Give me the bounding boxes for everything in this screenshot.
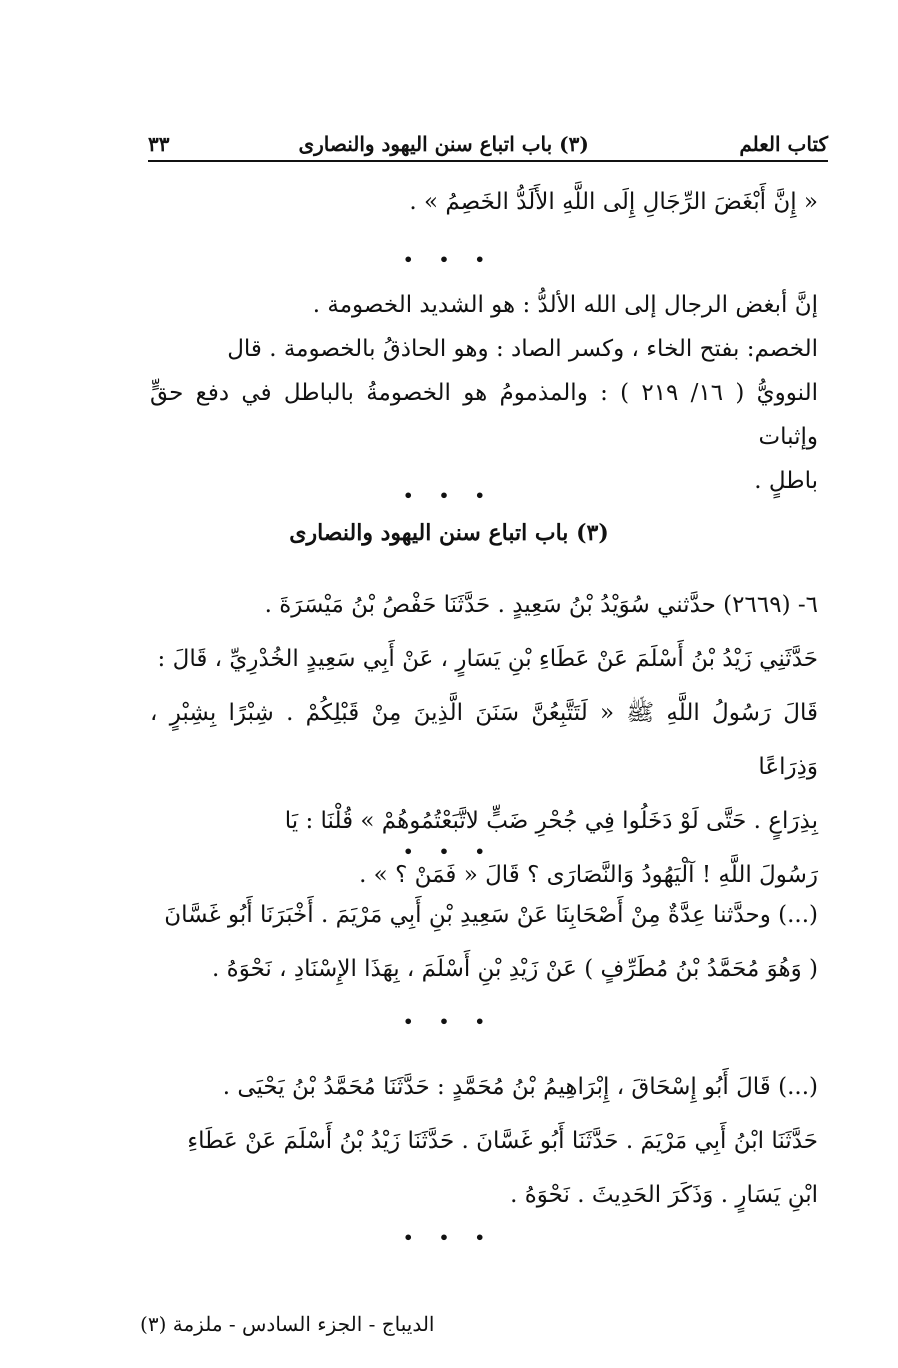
page-number: ٣٣ [148, 132, 170, 156]
note-line-3: النوويُّ ( ١٦/ ٢١٩ ) : والمذمومُ هو الخصومةُ بالباطل في دفع حقٍّ وإثبات [150, 380, 819, 450]
separator-5: • • • [403, 1228, 495, 1247]
chain-2 [150, 888, 818, 996]
chain-3-line-2: حَدَّثَنَا ابْنُ أَبِي مَرْيَمَ . حَدَّثَنَا أَبُو غَسَّانَ . حَدَّثَنَا زَيْدُ بْنُ أَسْلَمَ عَنْ عَطَاءِ [187, 1128, 818, 1154]
note-line-2: الخصم: بفتح الخاء ، وكسر الصاد : وهو الحاذقُ بالخصومة . قال [227, 336, 818, 362]
chain-2-line-2: ( وَهُوَ مُحَمَّدُ بْنُ مُطَرِّفٍ ) عَنْ زَيْدِ بْنِ أَسْلَمَ ، بِهَذَا الإِسْنَادِ ، نَحْوَهُ . [212, 956, 818, 982]
chain-3-line-3: ابْنِ يَسَارٍ . وَذَكَرَ الحَدِيثَ . نَحْوَهُ . [510, 1182, 818, 1208]
separator-4: • • • [403, 1012, 495, 1031]
chapter-heading: (٣) باب اتباع سنن اليهود والنصارى [289, 520, 609, 546]
hadith-6-line-3: قَالَ رَسُولُ اللَّهِ ﷺ « لَتَتَّبِعُنَّ سَنَنَ الَّذِينَ مِنْ قَبْلِكُمْ . شِبْرًا بِشِبْرٍ ، وَذِرَاعًا [150, 700, 818, 780]
chain-2-line-1: (...) وحدَّثنا عِدَّةٌ مِنْ أَصْحَابِنَا عَنْ سَعِيدِ بْنِ أَبِي مَرْيَمَ . أَخْبَرَنَا أَبُو غَسَّانَ [164, 902, 818, 928]
hadith-6-line-2: حَدَّثَنِي زَيْدُ بْنُ أَسْلَمَ عَنْ عَطَاءِ بْنِ يَسَارٍ ، عَنْ أَبِي سَعِيدٍ الخُدْرِيِّ ، قَالَ : [157, 646, 818, 672]
commentary-notes [150, 283, 818, 503]
separator-2: • • • [403, 486, 495, 505]
note-line-1: إنَّ أبغض الرجال إلى الله الألدُّ : هو الشديد الخصومة . [312, 292, 818, 318]
running-header [148, 120, 828, 162]
hadith-6-line-1: ٦- (٢٦٦٩) حدَّثني سُوَيْدُ بْنُ سَعِيدٍ . حَدَّثَنَا حَفْصُ بْنُ مَيْسَرَةَ . [264, 592, 818, 618]
separator-1: • • • [403, 250, 495, 269]
signature-footer: الديباج - الجزء السادس - ملزمة (٣) [140, 1312, 435, 1336]
hadith-6-line-4: بِذِرَاعٍ . حَتَّى لَوْ دَخَلُوا فِي جُحْرِ ضَبٍّ لاتَّبَعْتُمُوهُمْ » قُلْنَا : يَا [284, 808, 818, 834]
header-chapter-title: (٣) باب اتباع سنن اليهود والنصارى [298, 132, 589, 156]
hadith-ending-line: « إِنَّ أَبْغَضَ الرِّجَالِ إِلَى اللَّهِ الأَلَدُّ الخَصِمُ » . [409, 189, 818, 215]
note-line-4: باطلٍ . [754, 468, 818, 494]
chain-3 [150, 1060, 818, 1222]
hadith-6-line-5: رَسُولَ اللَّهِ ! آلْيَهُودُ وَالنَّصَارَى ؟ قَالَ « فَمَنْ ؟ » . [359, 862, 818, 888]
hadith-ending [150, 180, 818, 224]
separator-3: • • • [403, 842, 495, 861]
chain-3-line-1: (...) قَالَ أَبُو إِسْحَاقَ ، إِبْرَاهِيمُ بْنُ مُحَمَّدٍ : حَدَّثَنَا مُحَمَّدُ بْنُ يَحْيَى . [222, 1074, 818, 1100]
header-book-title: كتاب العلم [739, 132, 828, 156]
